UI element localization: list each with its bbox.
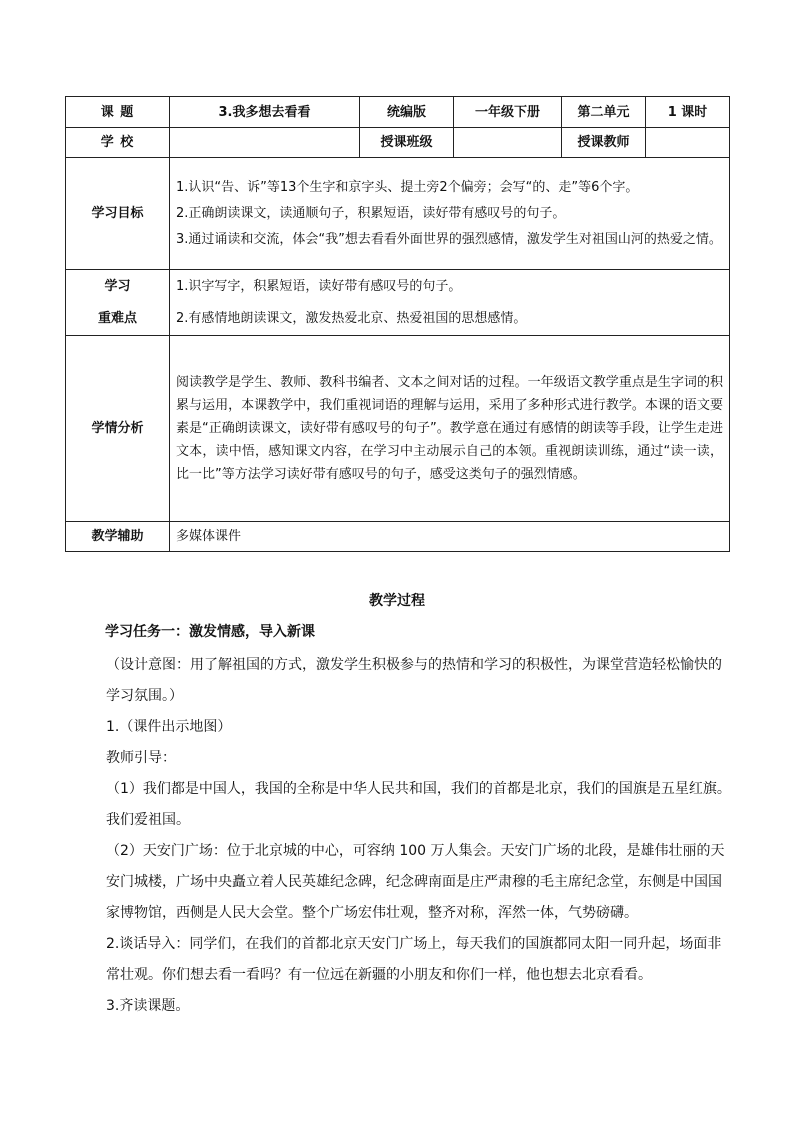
lesson-label: 课 题 xyxy=(66,97,170,128)
teacher-label: 授课教师 xyxy=(562,128,646,158)
key-points-content xyxy=(170,270,730,336)
step-3: 3.齐读课题。 xyxy=(106,998,190,1014)
guide-2: （2）天安门广场：位于北京城的中心，可容纳 100 万人集会。天安门广场的北段，是雄伟壮丽的天安门城楼，广场中央矗立着人民英雄纪念碑，纪念碑南面是庄严肃穆的毛主席纪念堂，东侧是中国国家博物馆，西侧是人民大会堂。整个广场宏伟壮观，整齐对称，浑然一体，气势磅礴。 xyxy=(106,843,725,921)
goal-item: 2.正确朗读课文，读通顺句子，积累短语，读好带有感叹号的句子。 xyxy=(176,205,566,221)
edition: 统编版 xyxy=(360,97,454,128)
step-2: 2.谈话导入：同学们，在我们的首都北京天安门广场上，每天我们的国旗都同太阳一同升起，场面非常壮观。你们想去看一看吗？有一位远在新疆的小朋友和你们一样，他也想去北京看看。 xyxy=(106,936,722,983)
key-points-label-line2: 重难点 xyxy=(97,310,137,326)
process-body xyxy=(86,650,734,1022)
row-key-points xyxy=(66,270,730,336)
grade: 一年级下册 xyxy=(454,97,562,128)
row-goals xyxy=(66,158,730,270)
row-aids xyxy=(66,522,730,552)
teacher-value xyxy=(646,128,730,158)
hours: 1 课时 xyxy=(646,97,730,128)
row-school xyxy=(66,128,730,158)
school-value xyxy=(170,128,360,158)
goals-label: 学习目标 xyxy=(66,158,170,270)
teacher-guide: 教师引导： xyxy=(106,750,176,766)
class-label: 授课班级 xyxy=(360,128,454,158)
analysis-label: 学情分析 xyxy=(66,336,170,522)
step-1: 1.（课件出示地图） xyxy=(106,719,232,735)
lesson-title: 3.我多想去看看 xyxy=(170,97,360,128)
key-points-label-line1: 学习 xyxy=(104,278,131,294)
row-analysis xyxy=(66,336,730,522)
lesson-info-table xyxy=(65,96,730,552)
class-value xyxy=(454,128,562,158)
school-label: 学 校 xyxy=(66,128,170,158)
design-intent: （设计意图：用了解祖国的方式，激发学生积极参与的热情和学习的积极性，为课堂营造轻松愉快的学习氛围。） xyxy=(106,657,722,704)
goal-item: 1.认识“告、诉”等13个生字和京字头、提土旁2个偏旁；会写“的、走”等6个字。 xyxy=(176,179,639,195)
goals-content xyxy=(170,158,730,270)
goal-item: 3.通过诵读和交流，体会“我”想去看看外面世界的强烈感情，激发学生对祖国山河的热爱之情。 xyxy=(176,231,722,247)
key-point-item: 1.识字写字，积累短语，读好带有感叹号的句子。 xyxy=(176,278,462,294)
key-point-item: 2.有感情地朗读课文，激发热爱北京、热爱祖国的思想感情。 xyxy=(176,310,527,326)
aids-value: 多媒体课件 xyxy=(170,522,730,552)
unit: 第二单元 xyxy=(562,97,646,128)
key-points-label xyxy=(66,270,170,336)
guide-1: （1）我们都是中国人，我国的全称是中华人民共和国，我们的首都是北京，我们的国旗是五星红旗。我们爱祖国。 xyxy=(106,781,731,828)
task1-title: 学习任务一：激发情感，导入新课 xyxy=(105,624,315,640)
aids-label: 教学辅助 xyxy=(66,522,170,552)
analysis-text: 阅读教学是学生、教师、教科书编者、文本之间对话的过程。一年级语文教学重点是生字词的积累与运用，本课教学中，我们重视词语的理解与运用，采用了多种形式进行教学。本课的语文要素是“正确朗读课文，读好带有感叹号的句子”。教学意在通过有感情的朗读等手段，让学生走进文本，读中悟，感知课文内容，在学习中主动展示自己的本领。重视朗读训练，通过“读一读，比一比”等方法学习读好带有感叹号的句子，感受这类句子的强烈情感。 xyxy=(170,336,730,522)
row-lesson xyxy=(66,97,730,128)
process-title: 教学过程 xyxy=(369,593,425,609)
